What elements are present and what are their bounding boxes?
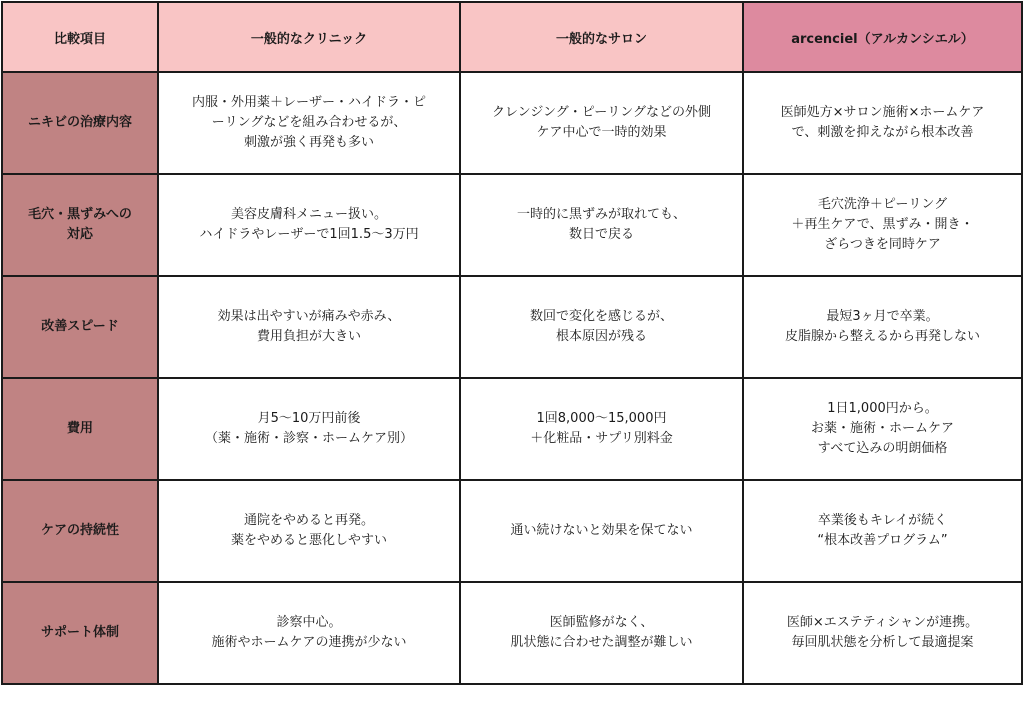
row-label-line: ケアの持続性 (40, 523, 119, 538)
table-row (2, 72, 1022, 174)
row-label (2, 480, 158, 582)
brand-cell-line: 毛穴洗浄＋ピーリング (817, 197, 948, 212)
comparison-table (1, 1, 1023, 685)
table-row (2, 174, 1022, 276)
clinic-cell (158, 378, 460, 480)
salon-cell (460, 276, 743, 378)
brand-cell-line: で、刺激を抑えながら根本改善 (791, 125, 974, 140)
salon-cell-line: 医師監修がなく、 (549, 615, 654, 630)
clinic-cell-line: 診察中心。 (276, 615, 342, 630)
brand-cell-line: 医師×エステティシャンが連携。 (786, 615, 979, 630)
clinic-cell-line: 刺激が強く再発も多い (243, 135, 374, 150)
brand-cell (743, 582, 1022, 684)
brand-cell-line: すべて込みの明朗価格 (817, 441, 948, 456)
brand-cell (743, 276, 1022, 378)
header-brand: arcenciel（アルカンシエル） (743, 2, 1022, 72)
brand-cell-line: 医師処方×サロン施術×ホームケア (780, 105, 985, 120)
clinic-cell (158, 276, 460, 378)
clinic-cell-line: 月5〜10万円前後 (257, 411, 361, 426)
header-item: 比較項目 (2, 2, 158, 72)
clinic-cell (158, 480, 460, 582)
brand-cell-line: 毎回肌状態を分析して最適提案 (791, 635, 974, 650)
row-label (2, 276, 158, 378)
brand-cell (743, 378, 1022, 480)
salon-cell-line: ケア中心で一時的効果 (536, 125, 667, 140)
brand-cell (743, 174, 1022, 276)
table-row (2, 480, 1022, 582)
salon-cell (460, 378, 743, 480)
row-label-line: 改善スピード (41, 319, 119, 334)
row-label (2, 174, 158, 276)
brand-cell-line: 1日1,000円から。 (827, 401, 938, 416)
row-label (2, 72, 158, 174)
row-label-line: 費用 (66, 421, 93, 436)
header-row (2, 2, 1022, 72)
row-label (2, 582, 158, 684)
row-label-line: 毛穴・黒ずみへの (28, 207, 132, 222)
brand-cell-line: “根本改善プログラム” (817, 533, 948, 548)
table-row (2, 582, 1022, 684)
clinic-cell-line: 通院をやめると再発。 (243, 513, 374, 528)
salon-cell (460, 480, 743, 582)
brand-cell-line: ざらつきを同時ケア (824, 237, 941, 252)
brand-cell-line: 卒業後もキレイが続く (817, 513, 948, 528)
row-label-line: 対応 (66, 227, 93, 242)
salon-cell-line: 一時的に黒ずみが取れても、 (516, 207, 686, 222)
salon-cell (460, 72, 743, 174)
comparison-table-container (1, 1, 1023, 685)
brand-cell-line: 皮脂腺から整えるから再発しない (784, 329, 980, 344)
header-clinic: 一般的なクリニック (158, 2, 460, 72)
brand-cell-line: 最短3ヶ月で卒業。 (826, 309, 939, 324)
salon-cell-line: 数回で変化を感じるが、 (529, 309, 673, 324)
salon-cell-line: 根本原因が残る (555, 329, 647, 344)
salon-cell-line: 通い続けないと効果を保てない (510, 523, 693, 538)
row-label-line: サポート体制 (40, 625, 119, 640)
table-row (2, 276, 1022, 378)
brand-cell-line: ＋再生ケアで、黒ずみ・開き・ (791, 217, 974, 232)
brand-cell-line: お薬・施術・ホームケア (810, 421, 954, 436)
salon-cell-line: 数日で戻る (568, 227, 634, 242)
clinic-cell-line: 効果は出やすいが痛みや赤み、 (217, 309, 401, 324)
clinic-cell-line: 美容皮膚科メニュー扱い。 (230, 207, 387, 222)
salon-cell (460, 582, 743, 684)
salon-cell-line: 1回8,000〜15,000円 (536, 411, 667, 426)
table-row (2, 378, 1022, 480)
clinic-cell (158, 72, 460, 174)
clinic-cell-line: （薬・施術・診察・ホームケア別） (204, 431, 413, 446)
clinic-cell-line: ーリングなどを組み合わせるが、 (211, 115, 407, 130)
clinic-cell-line: ハイドラやレーザーで1回1.5〜3万円 (199, 227, 419, 242)
salon-cell-line: ＋化粧品・サプリ別料金 (530, 431, 673, 446)
header-salon: 一般的なサロン (460, 2, 743, 72)
row-label (2, 378, 158, 480)
brand-cell (743, 72, 1022, 174)
brand-cell (743, 480, 1022, 582)
salon-cell-line: 肌状態に合わせた調整が難しい (510, 635, 693, 650)
clinic-cell (158, 174, 460, 276)
clinic-cell (158, 582, 460, 684)
salon-cell (460, 174, 743, 276)
clinic-cell-line: 内服・外用薬＋レーザー・ハイドラ・ピ (191, 95, 426, 110)
clinic-cell-line: 薬をやめると悪化しやすい (230, 533, 387, 548)
row-label-line: ニキビの治療内容 (27, 115, 132, 130)
salon-cell-line: クレンジング・ピーリングなどの外側 (492, 105, 711, 120)
clinic-cell-line: 施術やホームケアの連携が少ない (211, 635, 407, 650)
clinic-cell-line: 費用負担が大きい (256, 329, 361, 344)
